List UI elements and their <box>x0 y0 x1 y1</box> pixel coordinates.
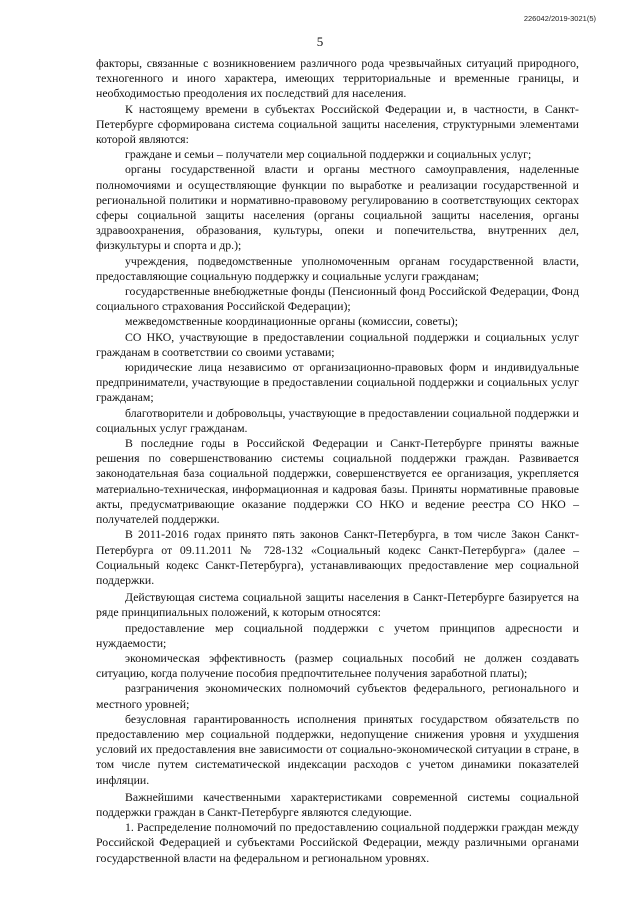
paragraph: предоставление мер социальной поддержки с учетом принципов адресности и нуждаемости; <box>96 620 579 650</box>
paragraph: юридические лица независимо от организационно-правовых форм и индивидуальные предприниматели, участвующие в предоставлении социальной поддержки и социальных услуг гражданам; <box>96 360 579 405</box>
document-body <box>96 56 579 866</box>
paragraph: безусловная гарантированность исполнения принятых государством обязательств по предоставлению мер социальной поддержки, недопущение снижения уровня и ухудшения условий их предоставления вне зависимости от социально-экономической ситуации в стране, в том числе путем систематической индексации расходов с учетом динамики показателей инфляции. <box>96 711 579 787</box>
paragraph: СО НКО, участвующие в предоставлении социальной поддержки и социальных услуг гражданам в соответствии со своими уставами; <box>96 329 579 359</box>
paragraph: экономическая эффективность (размер социальных пособий не должен создавать ситуацию, когда получение пособия предпочтительнее получения заработной платы); <box>96 650 579 681</box>
paragraph: Важнейшими качественными характеристиками современной системы социальной поддержки граждан в Санкт-Петербурге являются следующие. <box>96 789 579 819</box>
paragraph: межведомственные координационные органы (комиссии, советы); <box>125 314 458 329</box>
paragraph: 1. Распределение полномочий по предоставлению социальной поддержки граждан между Российской Федерацией и субъектами Российской Федерации, между различными органами государственной власти на федеральном и региональном уровнях. <box>96 820 579 865</box>
paragraph: К настоящему времени в субъектах Российской Федерации и, в частности, в Санкт-Петербурге сформирована система социальной защиты населения, структурными элементами которой являются: <box>96 101 579 147</box>
paragraph: разграничения экономических полномочий субъектов федерального, регионального и местного уровней; <box>96 681 579 711</box>
paragraph: факторы, связанные с возникновением различного рода чрезвычайных ситуаций природного, техногенного и иного характера, имеющих территориальные и временные границы, и необходимостью преодоления их последствий для населения. <box>96 56 579 101</box>
paragraph: благотворители и добровольцы, участвующие в предоставлении социальной поддержки и социальных услуг гражданам. <box>96 405 579 435</box>
paragraph: В последние годы в Российской Федерации и Санкт-Петербурге приняты важные решения по совершенствованию системы социальной поддержки граждан. Развивается законодательная база социальной поддержки, совершенствуется ее организация, укрепляется материально-техническая, информационная и кадровая базы. Приняты нормативные правовые акты, предусматривающие оказание поддержки СО НКО и ведение реестра СО НКО – получателей поддержки. <box>96 436 579 527</box>
paragraph: В 2011-2016 годах принято пять законов Санкт-Петербурга, в том числе Закон Санкт-Петербурга от 09.11.2011 № 728-132 «Социальный кодекс Санкт-Петербурга» (далее – Социальный кодекс Санкт-Петербурга), устанавливающих предоставление мер социальной поддержки. <box>96 527 579 587</box>
document-number: 226042/2019-3021(5) <box>523 14 596 23</box>
paragraph: учреждения, подведомственные уполномоченным органам государственной власти, предоставляющие социальную поддержку и социальные услуги гражданам; <box>96 253 579 283</box>
paragraph: органы государственной власти и органы местного самоуправления, наделенные полномочиями и осуществляющие функции по выработке и реализации государственной и региональной политики и нормативно-правовому регулированию в соответствующих секторах сферы социальной защиты населения (органы социальной защиты населения, органы здравоохранения, образования, культуры, опеки и попечительства, внутренних дел, физкультуры и спорта и др.); <box>96 162 579 253</box>
paragraph: государственные внебюджетные фонды (Пенсионный фонд Российской Федерации, Фонд социального страхования Российской Федерации); <box>96 284 579 314</box>
page-number: 5 <box>316 34 324 49</box>
paragraph: граждане и семьи – получатели мер социальной поддержки и социальных услуг; <box>125 147 532 162</box>
paragraph: Действующая система социальной защиты населения в Санкт-Петербурге базируется на ряде принципиальных положений, к которым относятся: <box>96 590 579 620</box>
